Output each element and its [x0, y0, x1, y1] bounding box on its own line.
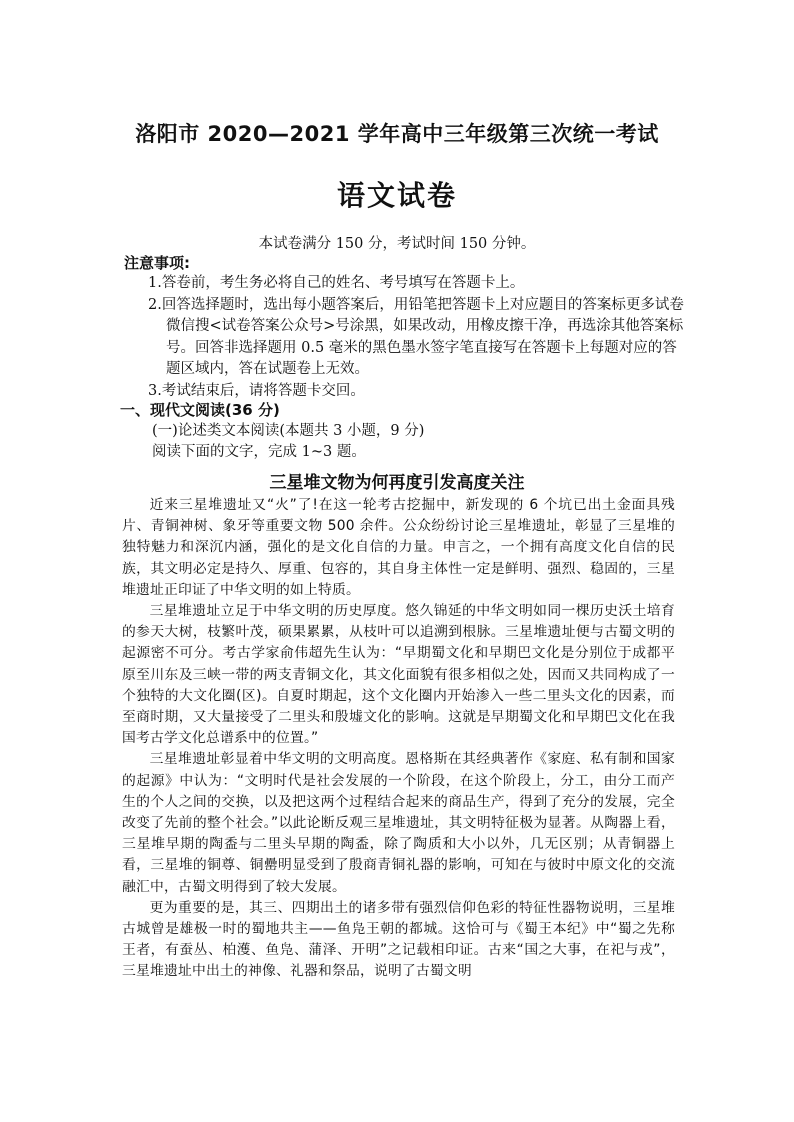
exam-title: 洛阳市 2020—2021 学年高中三年级第三次统一考试 — [135, 122, 659, 146]
article-paragraph: 三星堆遗址彰显着中华文明的文明高度。恩格斯在其经典著作《家庭、私有制和国家的起源》中认为：“文明时代是社会发展的一个阶段，在这个阶段上，分工，由分工而产生的个人之间的交换，以及把这两个过程结合起来的商品生产，得到了充分的发展，完全改变了先前的整个社会。”以此论断反观三星堆遗址，其文明特征极为显著。从陶器上看，三星堆早期的陶盉与二里头早期的陶盉，除了陶质和大小以外，几无区别；从青铜器上看，三星堆的铜尊、铜罍明显受到了殷商青铜礼器的影响，可知在与彼时中原文化的交流融汇中，古蜀文明得到了较大发展。 — [122, 751, 675, 895]
subject-title: 语文试卷 — [336, 179, 457, 212]
article-body — [122, 495, 675, 983]
notice-item: 3.考试结束后，请将答题卡交回。 — [148, 382, 365, 399]
article-paragraph: 更为重要的是，其三、四期出土的诸多带有强烈信仰色彩的特征性器物说明，三星堆古城曾是雄极一时的蜀地共主——鱼凫王朝的都城。这恰可与《蜀王本纪》中“蜀之先称王者，有蚕丛、柏濩、鱼凫、蒲泽、开明”之记载相印证。古来“国之大事，在祀与戎”，三星堆遗址中出土的神像、礼器和祭品，说明了古蜀文明 — [122, 899, 675, 980]
section-instruction: 阅读下面的文字，完成 1~3 题。 — [152, 444, 366, 460]
notice-list — [148, 273, 688, 402]
section-sub-heading: (一)论述类文本阅读(本题共 3 小题，9 分) — [152, 423, 425, 439]
notice-item: 1.答卷前，考生务必将自己的姓名、考号填写在答题卡上。 — [148, 275, 525, 291]
notice-heading: 注意事项: — [124, 254, 190, 272]
article-title: 三星堆文物为何再度引发高度关注 — [269, 473, 525, 493]
section-heading: 一、现代文阅读(36 分) — [120, 401, 280, 419]
article-paragraph: 三星堆遗址立足于中华文明的历史厚度。悠久锦延的中华文明如同一棵历史沃土培育的参天大树，枝繁叶茂，硕果累累，从枝叶可以追溯到根脉。三星堆遗址便与古蜀文明的起源密不可分。考古学家俞伟超先生认为：“早期蜀文化和早期巴文化是分别位于成都平原至川东及三峡一带的两支青铜文化，其文化面貌有很多相似之处，因而又共同构成了一个独特的大文化圈(区)。自夏时期起，这个文化圈内开始渗入一些二里头文化的因素，而至商时期，又大量接受了二里头和殷墟文化的影响。这就是早期蜀文化和早期巴文化在我国考古学文化总谱系中的位置。” — [122, 603, 675, 747]
article-paragraph: 近来三星堆遗址又“火”了!在这一轮考古挖掘中，新发现的 6 个坑已出土金面具残片、青铜神树、象牙等重要文物 500 余件。公众纷纷讨论三星堆遗址，彰显了三星堆的独特魅力和深沉内涵，强化的是文化自信的力量。申言之，一个拥有高度文化自信的民族，其文明必定是持久、厚重、包容的，其自身主体性一定是鲜明、强烈、稳固的，三星堆遗址正印证了中华文明的如上特质。 — [122, 497, 675, 598]
score-line: 本试卷满分 150 分，考试时间 150 分钟。 — [258, 236, 536, 252]
notice-item: 2.回答选择题时，选出每小题答案后，用铅笔把答题卡上对应题目的答案标更多试卷微信搜<试卷答案公众号>号涂黑，如果改动，用橡皮擦干净，再选涂其他答案标号。回答非选择题用 0.5 毫米的黑色墨水签字笔直接写在答题卡上每题对应的答题区域内，答在试题卷上无效。 — [148, 296, 684, 377]
